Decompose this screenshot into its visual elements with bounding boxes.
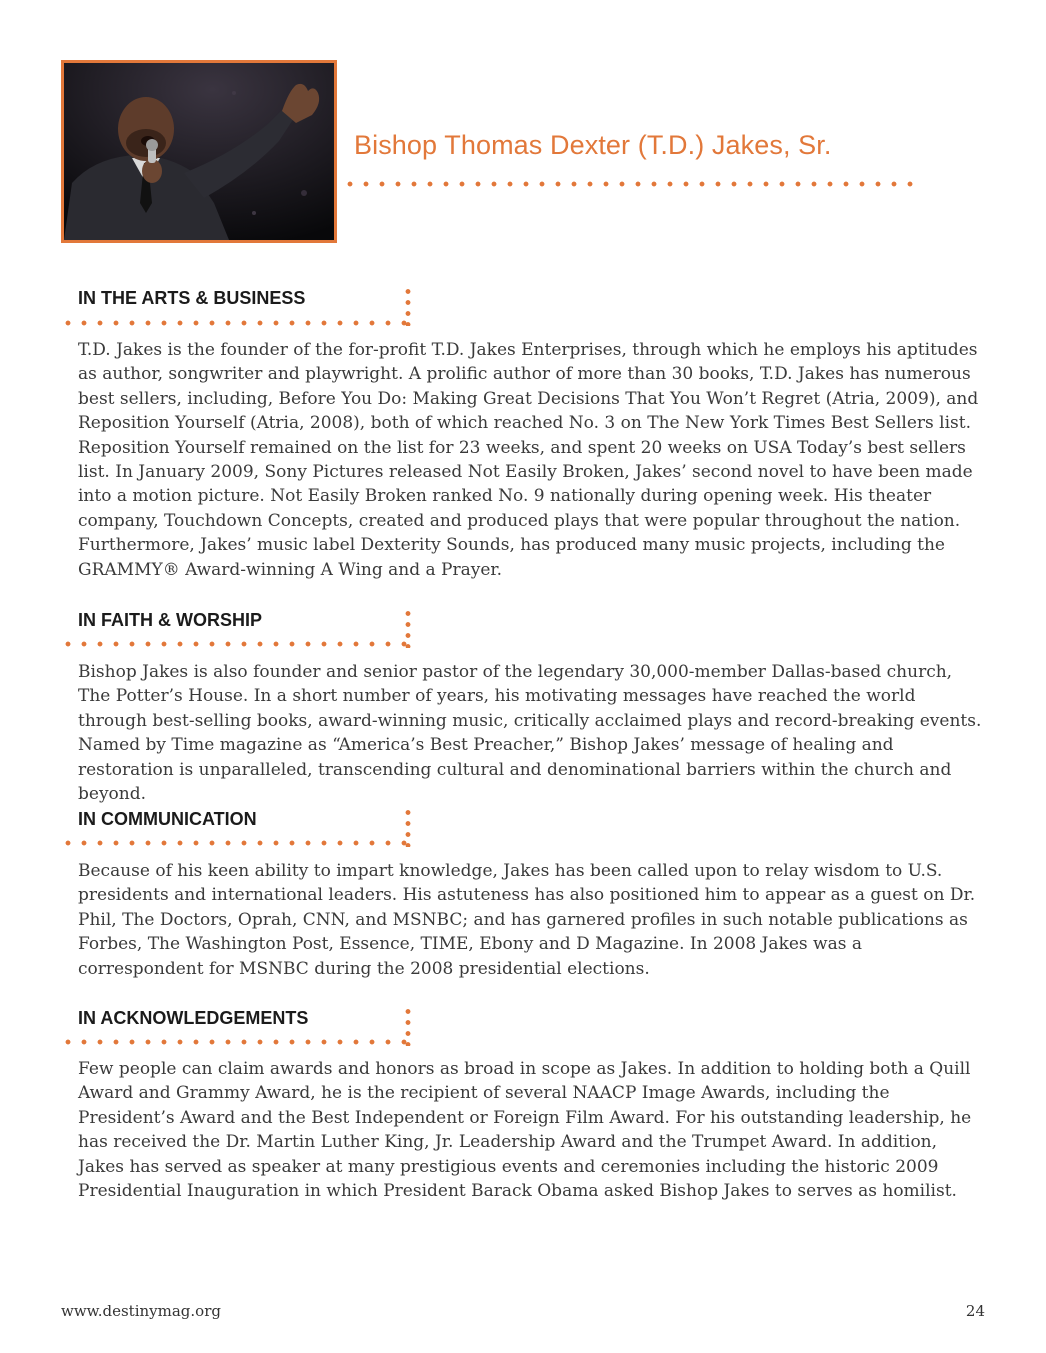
page-number: 24 [965,1302,985,1320]
section-heading-acknowledgements: IN ACKNOWLEDGEMENTS [78,1008,309,1028]
heading-dotted-underline [60,840,412,846]
section-body-faith-worship: Bishop Jakes is also founder and senior pastor of the legendary 30,000-member Dallas-based church, The Potter’s House. In a short number of years, his motivating messages have reached the world through best-selling books, award-winning music, critically acclaimed plays and record-breaking events. Named by Time magazine as “America’s Best Preacher,” Bishop Jakes’ message of healing and restoration is unparalleled, transcending cultural and denominational barriers within the church and beyond. [78,662,982,805]
section-heading-faith-worship: IN FAITH & WORSHIP [78,610,262,630]
heading-dotted-underline [60,320,412,326]
heading-dotted-underline [60,1039,412,1045]
section-heading-arts-business: IN THE ARTS & BUSINESS [78,288,306,308]
heading-dotted-underline [60,641,412,647]
section-body-arts-business: T.D. Jakes is the founder of the for-profit T.D. Jakes Enterprises, through which he employs his aptitudes as author, songwriter and playwright. A prolific author of more than 30 books, T.D. Jakes has numerous best sellers, including, Before You Do: Making Great Decisions That You Won’t Regret (Atria, 2009), and Reposition Yourself (Atria, 2008), both of which reached No. 3 on The New York Times Best Sellers list. Reposition Yourself remained on the list for 23 weeks, and spent 20 weeks on USA Today’s best sellers list. In January 2009, Sony Pictures released Not Easily Broken, Jakes’ second novel to have been made into a motion picture. Not Easily Broken ranked No. 9 nationally during opening week. His theater company, Touchdown Concepts, created and produced plays that were popular throughout the nation. Furthermore, Jakes’ music label Dexterity Sounds, has produced many music projects, including the GRAMMY® Award-winning A Wing and a Prayer. [78,340,979,580]
section-body-communication: Because of his keen ability to impart knowledge, Jakes has been called upon to relay wisdom to U.S. presidents and international leaders. His astuteness has also positioned him to appear as a guest on Dr. Phil, The Doctors, Oprah, CNN, and MSNBC; and has garnered profiles in such notable publications as Forbes, The Washington Post, Essence, TIME, Ebony and D Magazine. In 2008 Jakes was a correspondent for MSNBC during the 2008 presidential elections. [78,861,976,979]
section-heading-communication: IN COMMUNICATION [78,809,257,829]
section-body-acknowledgements: Few people can claim awards and honors as broad in scope as Jakes. In addition to holding both a Quill Award and Grammy Award, he is the recipient of several NAACP Image Awards, including the President’s Award and the Best Independent or Foreign Film Award. For his outstanding leadership, he has received the Dr. Martin Luther King, Jr. Leadership Award and the Trumpet Award. In addition, Jakes has served as speaker at many prestigious events and ceremonies including the historic 2009 Presidential Inauguration in which President Barack Obama asked Bishop Jakes to serves as homilist. [78,1059,972,1202]
portrait-illustration [64,63,334,240]
title-dotted-divider [342,181,922,187]
portrait-photo [61,60,337,243]
page-title: Bishop Thomas Dexter (T.D.) Jakes, Sr. [354,130,832,160]
footer-url: www.destinymag.org [61,1302,221,1320]
